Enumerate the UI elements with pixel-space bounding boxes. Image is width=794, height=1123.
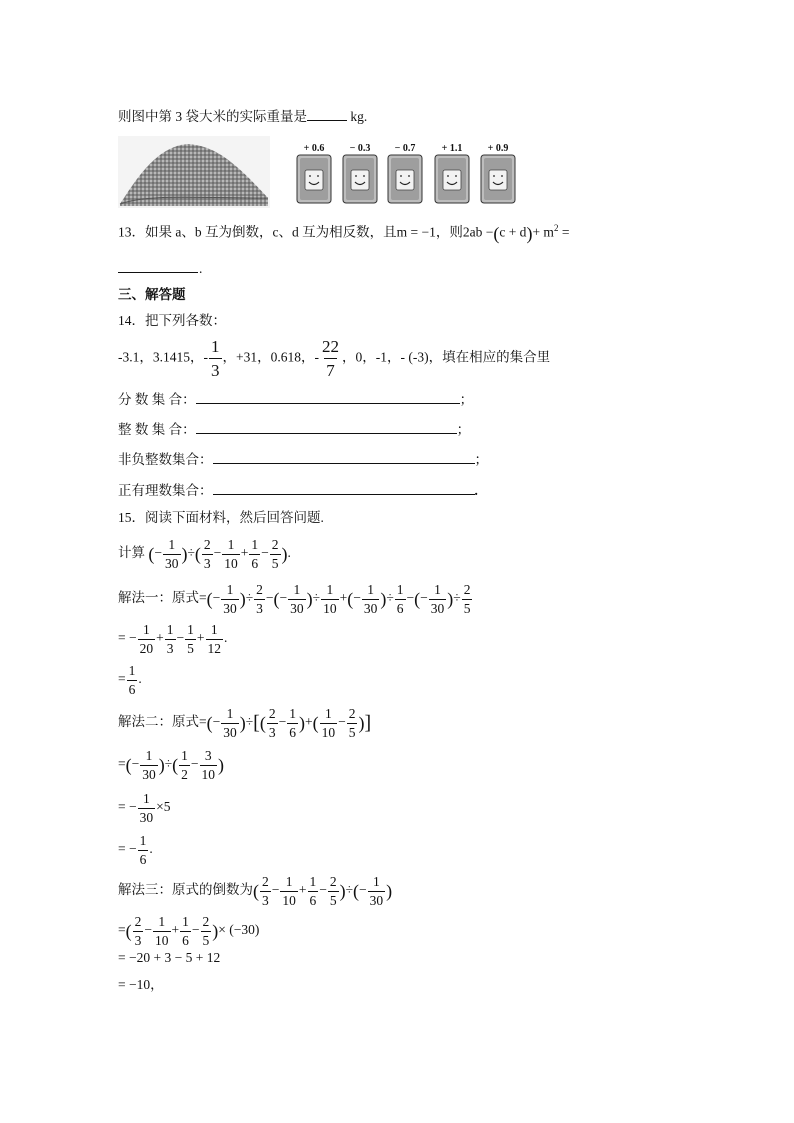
math-text: ÷ xyxy=(164,756,173,772)
paren: ) xyxy=(447,589,454,609)
numerator: 1 xyxy=(166,622,174,637)
q13-line xyxy=(118,224,569,242)
math-text: = xyxy=(118,799,126,815)
denominator: 30 xyxy=(165,555,179,571)
denominator: 6 xyxy=(139,851,147,867)
denominator: 20 xyxy=(139,640,154,656)
fraction xyxy=(163,538,181,570)
set-row-nonneg-int xyxy=(118,451,488,467)
math-text: − xyxy=(359,882,367,898)
numerator: 1 xyxy=(145,748,153,763)
paren: ( xyxy=(206,713,213,733)
denominator: 6 xyxy=(289,724,296,740)
math-text: − xyxy=(154,545,162,561)
math-text: − xyxy=(144,922,152,938)
numerator: 1 xyxy=(128,663,136,678)
math-text: − xyxy=(176,630,185,646)
denominator: 10 xyxy=(323,600,337,616)
denominator: 5 xyxy=(463,600,471,616)
fraction xyxy=(140,749,158,781)
math-text: = xyxy=(118,671,126,687)
q13-m-eq: m = −1 xyxy=(396,224,436,240)
numerator: 1 xyxy=(226,582,234,597)
math-text: + xyxy=(196,630,205,646)
q12-unit: kg. xyxy=(350,109,368,124)
method3-step2 xyxy=(118,951,220,965)
math-text: = −10， xyxy=(118,977,164,992)
math-text: + xyxy=(171,922,180,938)
fraction xyxy=(320,338,341,379)
denominator: 10 xyxy=(155,932,169,948)
q12-line xyxy=(118,108,367,124)
denominator: 3 xyxy=(203,555,211,571)
q14-numbers-c: ，0，-1，- (-3)，填在相应的集合里 xyxy=(341,349,551,365)
numerator: 1 xyxy=(211,337,220,356)
denominator: 10 xyxy=(201,766,216,782)
numerator: 1 xyxy=(251,537,259,552)
denominator: 6 xyxy=(182,932,189,948)
denominator: 6 xyxy=(309,892,317,908)
numerator: 1 xyxy=(227,537,235,552)
math-text: − xyxy=(278,714,287,730)
math-text: ÷ xyxy=(245,714,254,730)
fraction xyxy=(368,875,386,907)
fraction xyxy=(138,834,149,866)
math-text: 解法二：原式 xyxy=(118,714,199,730)
method1-step1 xyxy=(118,623,227,655)
set-end: . xyxy=(474,483,478,498)
math-text: − xyxy=(212,590,221,606)
fraction xyxy=(429,583,447,615)
fraction xyxy=(270,538,281,570)
q13-end: . xyxy=(199,261,203,276)
denominator: 3 xyxy=(262,892,269,908)
bag-weight-label: + 1.1 xyxy=(441,143,463,154)
numerator: 1 xyxy=(289,706,296,721)
math-text: − xyxy=(190,756,199,772)
math-text: ÷ xyxy=(187,545,195,561)
math-text: = xyxy=(118,756,126,772)
fraction xyxy=(206,623,224,655)
q12-text: 则图中第 3 袋大米的实际重量是 xyxy=(118,109,307,124)
set-blank xyxy=(196,391,460,404)
bracket: ] xyxy=(364,712,372,734)
math-text: = xyxy=(118,841,126,857)
paren: ) xyxy=(306,589,313,609)
numerator: 2 xyxy=(271,537,279,552)
method3-step1 xyxy=(118,915,259,947)
set-blank xyxy=(213,482,475,495)
method3-line xyxy=(118,875,392,907)
numerator: 2 xyxy=(348,706,356,721)
fraction xyxy=(202,538,213,570)
paren: ( xyxy=(206,589,213,609)
paren: ) xyxy=(386,881,393,901)
q13-expr-a: 2ab − xyxy=(462,224,494,240)
denominator: 3 xyxy=(134,932,142,948)
fraction xyxy=(347,707,358,739)
set-label: 整 数 集 合： xyxy=(118,422,196,437)
math-text: − xyxy=(129,841,137,857)
numerator: 1 xyxy=(181,748,188,763)
numerator: 2 xyxy=(202,914,210,929)
set-end: ； xyxy=(459,392,474,407)
calc-line xyxy=(118,538,291,570)
math-text: = −20 + 3 − 5 + 12 xyxy=(118,950,221,965)
numerator: 2 xyxy=(203,537,211,552)
paren: ( xyxy=(125,921,132,941)
fraction xyxy=(221,583,239,615)
denominator: 2 xyxy=(181,766,188,782)
bracket: [ xyxy=(253,712,260,734)
math-text: − xyxy=(129,630,137,646)
method3-step3 xyxy=(118,978,164,992)
numerator: 3 xyxy=(204,748,212,763)
q13-text: 13．如果 a、b 互为倒数，c、d 互为相反数，且 xyxy=(118,224,397,240)
math-text: − xyxy=(212,714,221,730)
q13-then: ，则 xyxy=(435,224,463,240)
fraction xyxy=(288,583,306,615)
denominator: 5 xyxy=(329,892,337,908)
paren: ( xyxy=(194,544,201,564)
math-text: ÷ xyxy=(245,590,254,606)
math-text: . xyxy=(287,545,291,561)
numerator: 2 xyxy=(329,874,337,889)
numerator: 2 xyxy=(463,582,471,597)
numerator: 1 xyxy=(168,537,176,552)
fraction xyxy=(362,583,380,615)
math-text: ÷ xyxy=(386,590,394,606)
math-text: + xyxy=(304,714,313,730)
fraction xyxy=(221,707,239,739)
numerator: 1 xyxy=(324,706,332,721)
q14-numbers-b: ，+31，0.618，- xyxy=(222,349,319,365)
numerator: 1 xyxy=(143,791,150,806)
fraction xyxy=(254,583,265,615)
q14-numbers xyxy=(118,338,550,379)
paren: ) xyxy=(526,223,533,244)
q13-answer-blank xyxy=(118,272,198,273)
denominator: 6 xyxy=(251,555,259,571)
paren: ( xyxy=(125,755,132,775)
q13-square: 2 xyxy=(553,223,559,233)
bag-weight-label: − 0.7 xyxy=(394,143,416,154)
math-text: = xyxy=(199,714,207,730)
denominator: 30 xyxy=(290,600,304,616)
paren: ( xyxy=(347,589,354,609)
math-text: . xyxy=(138,671,142,687)
paren: ( xyxy=(172,755,179,775)
fraction xyxy=(462,583,473,615)
math-text: 计算 xyxy=(118,545,145,561)
paren: ) xyxy=(281,544,288,564)
fraction xyxy=(209,338,222,379)
denominator: 3 xyxy=(166,640,174,656)
fraction xyxy=(287,707,298,739)
denominator: 5 xyxy=(202,932,210,948)
q14-intro: 14．把下列各数： xyxy=(118,313,226,328)
fraction xyxy=(201,915,212,947)
numerator: 2 xyxy=(268,706,276,721)
numerator: 22 xyxy=(321,337,339,356)
denominator: 10 xyxy=(224,555,238,571)
paren: ) xyxy=(212,921,219,941)
numerator: 1 xyxy=(326,582,334,597)
math-text: − xyxy=(279,590,288,606)
set-blank xyxy=(196,421,457,434)
math-text: − xyxy=(265,590,274,606)
fraction xyxy=(153,915,171,947)
method2-step1 xyxy=(118,749,224,781)
fraction xyxy=(321,583,339,615)
q13-expr-c: + m xyxy=(532,224,554,240)
numerator: 1 xyxy=(373,874,380,889)
method2-step3 xyxy=(118,834,153,866)
rice-bag-icon xyxy=(434,154,470,204)
math-text: + xyxy=(339,590,348,606)
fraction xyxy=(308,875,319,907)
math-text: = xyxy=(199,590,207,606)
math-text: + xyxy=(298,882,307,898)
set-row-integer xyxy=(118,421,470,437)
rice-bag-icon xyxy=(480,154,516,204)
set-row-pos-rational xyxy=(118,482,478,498)
paren: ( xyxy=(493,223,500,244)
paren: ) xyxy=(339,881,346,901)
method2-line xyxy=(118,707,371,739)
math-text: + xyxy=(156,630,164,646)
math-text: − xyxy=(271,882,280,898)
denominator: 3 xyxy=(256,600,263,616)
set-label: 正有理数集合： xyxy=(118,483,213,498)
paren: ( xyxy=(148,544,155,564)
numerator: 1 xyxy=(367,582,374,597)
q15-title: 15．阅读下面材料，然后回答问题. xyxy=(118,510,324,525)
bag-weight-label: − 0.3 xyxy=(349,143,371,154)
rice-bag-icon xyxy=(296,154,332,204)
set-row-fraction xyxy=(118,391,473,407)
math-text: ÷ xyxy=(345,882,354,898)
denominator: 5 xyxy=(271,555,279,571)
fraction xyxy=(179,749,190,781)
numerator: 1 xyxy=(309,874,317,889)
numerator: 1 xyxy=(293,582,301,597)
bag-weight-label: + 0.6 xyxy=(303,143,325,154)
paren: ) xyxy=(380,589,387,609)
math-text: + xyxy=(240,545,249,561)
fraction xyxy=(138,792,156,824)
fraction xyxy=(185,623,196,655)
fraction xyxy=(328,875,339,907)
denominator: 5 xyxy=(187,640,194,656)
set-label: 分 数 集 合： xyxy=(118,392,196,407)
denominator: 30 xyxy=(139,809,154,825)
math-text: = xyxy=(118,922,126,938)
denominator: 10 xyxy=(321,724,336,740)
math-text: 解法一：原式 xyxy=(118,590,199,606)
section-title: 三、解答题 xyxy=(118,287,186,302)
denominator: 30 xyxy=(369,892,384,908)
numerator: 1 xyxy=(143,622,150,637)
math-text: − xyxy=(420,590,428,606)
rice-bag-icon xyxy=(342,154,378,204)
method2-step2 xyxy=(118,792,171,824)
paren: ( xyxy=(312,713,319,733)
q13-expr-b: c + d xyxy=(499,224,527,240)
paren: ) xyxy=(181,544,188,564)
math-text: ×5 xyxy=(156,799,171,815)
numerator: 1 xyxy=(182,914,189,929)
math-text: 解法三：原式的倒数为 xyxy=(118,882,253,898)
paren: ( xyxy=(353,881,360,901)
numerator: 1 xyxy=(139,833,147,848)
denominator: 30 xyxy=(430,600,445,616)
denominator: 10 xyxy=(282,892,296,908)
numerator: 2 xyxy=(262,874,269,889)
numerator: 1 xyxy=(226,706,234,721)
denominator: 5 xyxy=(348,724,356,740)
math-text: − xyxy=(406,590,415,606)
fraction xyxy=(267,707,278,739)
math-text: − xyxy=(353,590,361,606)
set-label: 非负整数集合： xyxy=(118,452,213,467)
paren: ) xyxy=(218,755,225,775)
paren: ( xyxy=(414,589,421,609)
denominator: 30 xyxy=(223,600,237,616)
denominator: 3 xyxy=(268,724,276,740)
paren: ( xyxy=(259,713,266,733)
fraction xyxy=(222,538,240,570)
fraction xyxy=(165,623,176,655)
denominator: 12 xyxy=(207,640,221,656)
paren: ( xyxy=(253,881,259,901)
method1-step2 xyxy=(118,664,142,696)
denominator: 3 xyxy=(209,358,222,379)
q13-eq: = xyxy=(561,224,570,240)
numerator: 2 xyxy=(256,582,263,597)
math-text: − xyxy=(213,545,222,561)
numerator: 1 xyxy=(434,582,441,597)
denominator: 7 xyxy=(324,358,337,379)
denominator: 30 xyxy=(223,724,237,740)
math-text: − xyxy=(129,799,137,815)
bag-weight-label: + 0.9 xyxy=(487,143,509,154)
paren: ( xyxy=(273,589,280,609)
paren: ) xyxy=(239,589,246,609)
paren: ) xyxy=(158,755,165,775)
math-text: − xyxy=(261,545,269,561)
fraction xyxy=(249,538,260,570)
method1-line xyxy=(118,583,473,615)
math-text: = xyxy=(118,630,126,646)
fraction xyxy=(127,664,138,696)
paren: ) xyxy=(239,713,246,733)
numerator: 1 xyxy=(210,622,218,637)
numerator: 1 xyxy=(158,914,166,929)
denominator: 30 xyxy=(363,600,378,616)
math-text: − xyxy=(191,922,200,938)
numerator: 1 xyxy=(396,582,404,597)
math-text: − xyxy=(131,756,140,772)
numerator: 2 xyxy=(134,914,142,929)
denominator: 6 xyxy=(396,600,404,616)
rice-bag-icon xyxy=(387,154,423,204)
q12-blank xyxy=(307,108,347,121)
set-end: ； xyxy=(456,422,471,437)
numerator: 1 xyxy=(187,622,194,637)
q14-numbers-a: -3.1，3.1415，- xyxy=(118,349,208,365)
fraction xyxy=(133,915,144,947)
math-text: ÷ xyxy=(453,590,461,606)
fraction xyxy=(180,915,191,947)
fraction xyxy=(320,707,338,739)
math-text: . xyxy=(224,630,228,646)
math-text: ÷ xyxy=(312,590,321,606)
fraction xyxy=(280,875,298,907)
denominator: 30 xyxy=(142,766,156,782)
rice-pile-image xyxy=(118,136,270,208)
paren: ) xyxy=(358,713,365,733)
paren: ) xyxy=(298,713,305,733)
set-end: ； xyxy=(474,452,488,467)
set-blank xyxy=(213,451,475,464)
math-text: × (−30) xyxy=(218,922,260,938)
fraction xyxy=(260,875,271,907)
math-text: − xyxy=(338,714,346,730)
fraction xyxy=(138,623,156,655)
denominator: 6 xyxy=(128,681,136,697)
math-text: . xyxy=(149,841,153,857)
math-text: − xyxy=(319,882,327,898)
numerator: 1 xyxy=(285,874,293,889)
fraction xyxy=(395,583,406,615)
fraction xyxy=(200,749,218,781)
